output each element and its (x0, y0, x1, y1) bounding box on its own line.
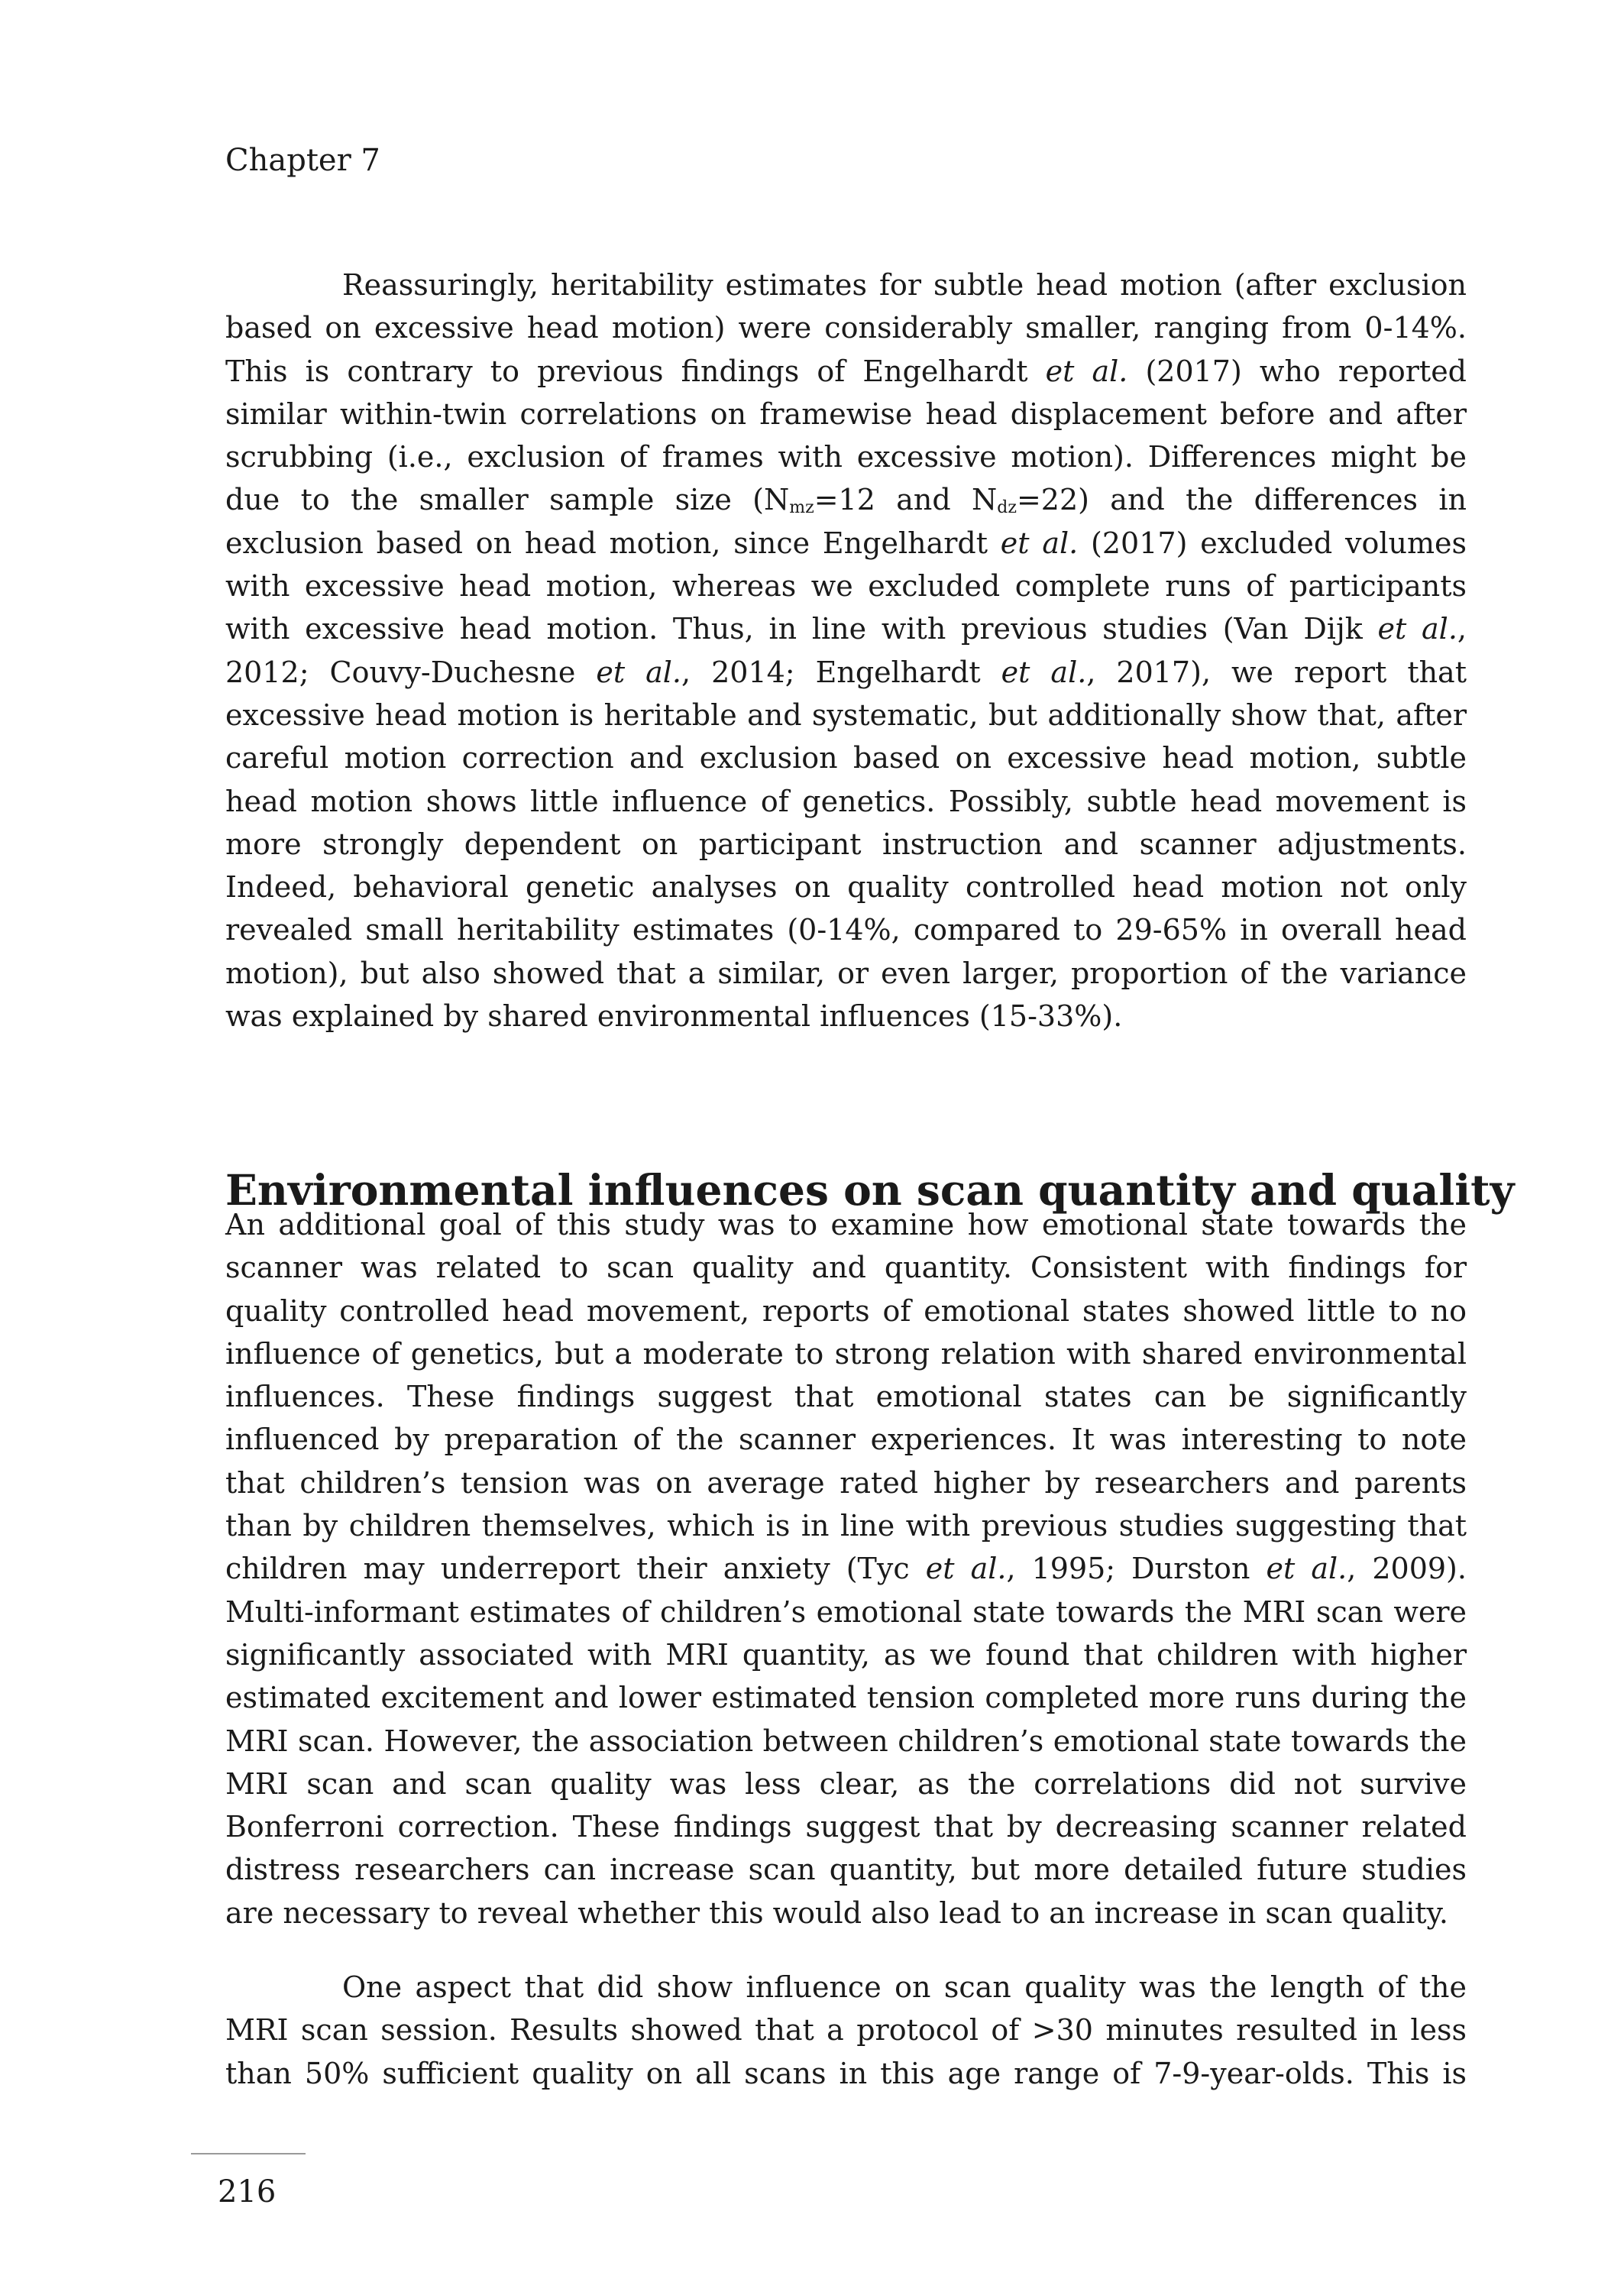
footer-divider (191, 2153, 306, 2154)
running-head: Chapter 7 (225, 143, 380, 178)
italic-et-al: et al. (596, 655, 682, 689)
paragraph-heritability (225, 264, 1467, 1038)
text-run: (2017) excluded volumes with excessive head motion, whereas we excluded complete runs of participants with excessive head motion. Thus, in line with previous studies (Van Dijk (225, 526, 1467, 646)
text-run: =12 and N (814, 483, 998, 517)
italic-et-al: et al. (1266, 1552, 1347, 1586)
text-run: , 2014; Engelhardt (681, 655, 1001, 689)
text-run: (2017) who reported similar within-twin correlations on framewise head displacement before and after scrubbing (i.e., exclusion of frames with excessive motion). Differences might be due to the smaller sample size (N (225, 354, 1467, 517)
italic-et-al: et al. (1000, 526, 1079, 560)
italic-et-al: et al. (925, 1552, 1007, 1586)
text-run: =22) and the differences in exclusion based on head motion, since Engelhardt (225, 483, 1467, 560)
paragraph-environmental (225, 1203, 1467, 1934)
italic-et-al: et al. (1045, 354, 1128, 388)
paragraph-text: One aspect that did show influence on scan quality was the length of the MRI scan session. Results showed that a protocol of >30 minutes resulted in less than 50% sufficient quality on all scans in this age range of 7-9-year-olds. This is (225, 1970, 1467, 2090)
paragraph-text (225, 264, 1467, 1038)
page-number: 216 (218, 2174, 277, 2209)
subscript-dz: dz (997, 498, 1017, 518)
text-run: Reassuringly, heritability estimates for subtle head motion (after exclusion based on excessive head motion) were considerably smaller, ranging from 0-14%. This is contrary to previous findings of Engelhardt (225, 268, 1467, 388)
italic-et-al: et al. (1377, 612, 1457, 646)
paragraph-scan-length (225, 1966, 1467, 2095)
text-run: , 2012; Couvy-Duchesne (225, 612, 1467, 689)
italic-et-al: et al. (1001, 655, 1087, 689)
text-run: An additional goal of this study was to examine how emotional state towards the scanner was related to scan quality and quantity. Consistent with findings for quality controlled head movement, reports of emotional states showed little to no influence of genetics, but a moderate to strong relation with shared environmental influences. These findings suggest that emotional states can be significantly influenced by preparation of the scanner experiences. It was interesting to note that children’s tension was on average rated higher by researchers and parents than by children themselves, which is in line with previous studies suggesting that children may underreport their anxiety (Tyc (225, 1208, 1467, 1586)
text-run: , 2009). Multi-informant estimates of children’s emotional state towards the MRI scan were significantly associated with MRI quantity, as we found that children with higher estimated excitement and lower estimated tension completed more runs during the MRI scan. However, the association between children’s emotional state towards the MRI scan and scan quality was less clear, as the correlations did not survive Bonferroni correction. These findings suggest that by decreasing scanner related distress researchers can increase scan quantity, but more detailed future studies are necessary to reveal whether this would also lead to an increase in scan quality. (225, 1552, 1467, 1930)
subscript-mz: mz (789, 498, 814, 518)
section-heading: Environmental influences on scan quantity and quality (225, 1164, 1515, 1215)
text-run: , 1995; Durston (1006, 1552, 1267, 1586)
text-run: , 2017), we report that excessive head motion is heritable and systematic, but additionally show that, after careful motion correction and exclusion based on excessive head motion, subtle head motion shows little influence of genetics. Possibly, subtle head movement is more strongly dependent on participant instruction and scanner adjustments. Indeed, behavioral genetic analyses on quality controlled head motion not only revealed small heritability estimates (0-14%, compared to 29-65% in overall head motion), but also showed that a similar, or even larger, proportion of the variance was explained by shared environmental influences (15-33%). (225, 655, 1467, 1034)
paragraph-text (225, 1203, 1467, 1934)
